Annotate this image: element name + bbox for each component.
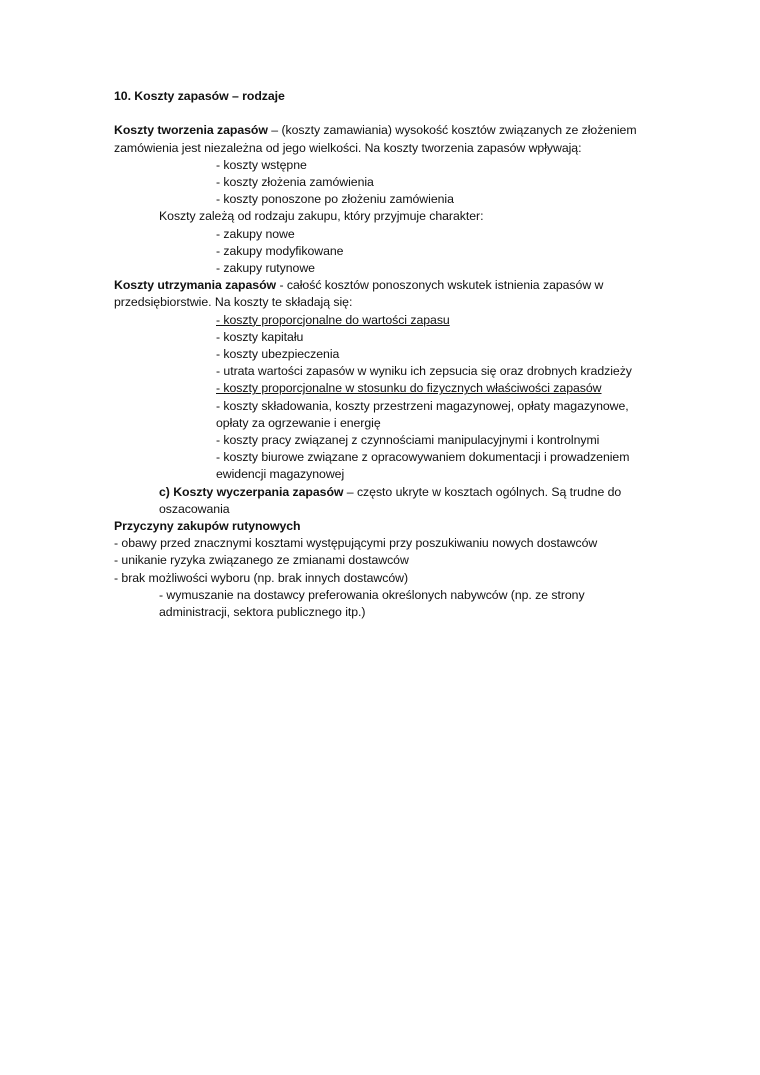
s1-item: - koszty wstępne [216,157,307,172]
s4-item: - unikanie ryzyka związanego ze zmianami dostawców [114,553,409,568]
s1-item: - koszty złożenia zamówienia [216,175,374,189]
s2-group2-item: - koszty biurowe związane z opracowywaniem dokumentacji i prowadzeniem [216,450,630,465]
s3-text-1: – często ukryte w kosztach ogólnych. Są trudne do [343,484,622,499]
s2-intro-line-1 [114,277,674,294]
s2-group2-item: opłaty za ogrzewanie i energię [216,415,381,430]
s2-group2-item: ewidencji magazynowej [216,467,345,482]
s2-intro-line-2: przedsiębiorstwie. Na koszty te składają się: [114,295,353,310]
s1-item: - koszty ponoszone po złożeniu zamówienia [216,192,454,207]
s4-heading: Przyczyny zakupów rutynowych [114,519,301,534]
s1-sub-item: - zakupy modyfikowane [216,243,344,258]
s2-group2-item: - koszty składowania, koszty przestrzeni magazynowej, opłaty magazynowe, [216,398,629,413]
s1-sub-item: - zakupy nowe [216,226,295,241]
s2-group1-title: - koszty proporcjonalne do wartości zapasu [216,312,450,327]
s3-line-2: oszacowania [159,501,230,516]
s2-intro-text-1: - całość kosztów ponoszonych wskutek istnienia zapasów w [276,278,604,293]
page-title: 10. Koszty zapasów – rodzaje [114,89,285,103]
s3-heading: c) Koszty wyczerpania zapasów [159,484,344,499]
s1-sub-intro: Koszty zależą od rodzaju zakupu, który przyjmuje charakter: [159,209,484,224]
s2-group2-title: - koszty proporcjonalne w stosunku do fizycznych właściwości zapasów [216,381,602,396]
s4-item: - obawy przed znacznymi kosztami występującymi przy poszukiwaniu nowych dostawców [114,536,598,551]
s3-line-1 [114,484,674,501]
s4-sub-line-2: administracji, sektora publicznego itp.) [159,605,366,620]
s1-intro-text-1: – (koszty zamawiania) wysokość kosztów związanych ze złożeniem [267,123,637,138]
s1-sub-item: - zakupy rutynowe [216,261,315,276]
s1-intro-line-2: zamówienia jest niezależna od jego wielkości. Na koszty tworzenia zapasów wpływają: [114,140,582,155]
s2-group1-item: - utrata wartości zapasów w wyniku ich zepsucia się oraz drobnych kradzieży [216,364,632,379]
s1-heading: Koszty tworzenia zapasów [114,123,268,138]
s2-group2-item: - koszty pracy związanej z czynnościami manipulacyjnymi i kontrolnymi [216,433,600,448]
document-page [114,88,674,621]
s2-group1-item: - koszty ubezpieczenia [216,347,340,362]
s2-group1-item: - koszty kapitału [216,329,304,344]
s4-item: - brak możliwości wyboru (np. brak innych dostawców) [114,570,408,585]
spacer [114,105,674,122]
s4-sub-line-1: - wymuszanie na dostawcy preferowania określonych nabywców (np. ze strony [159,587,585,602]
s2-heading: Koszty utrzymania zapasów [114,278,277,293]
s1-intro-line-1 [114,122,674,139]
